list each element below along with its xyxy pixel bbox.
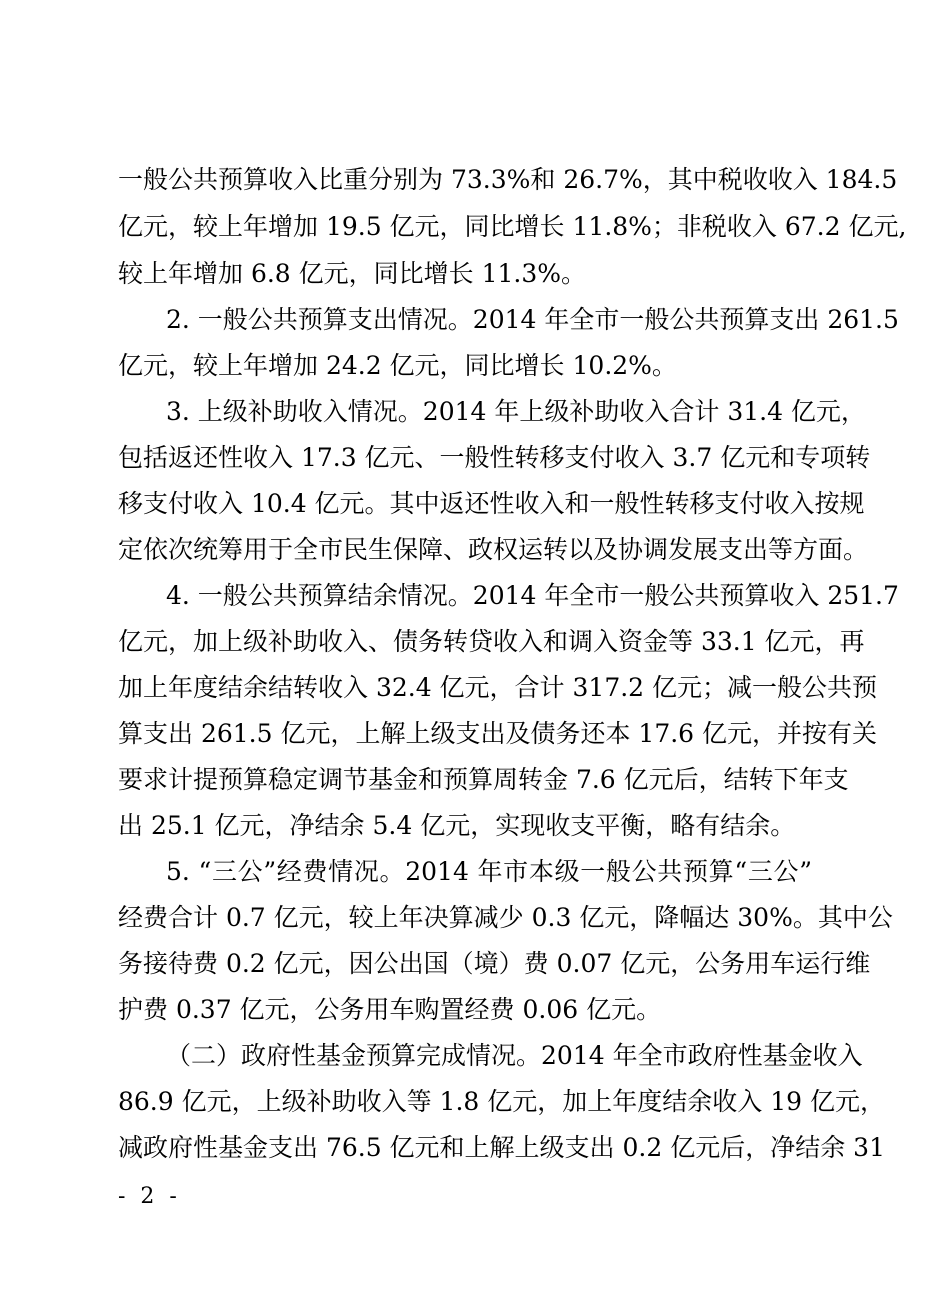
- text-line: 务接待费 0.2 亿元，因公出国（境）费 0.07 亿元，公务用车运行维: [118, 949, 871, 978]
- text-line: （二）政府性基金预算完成情况。2014 年全市政府性基金收入: [166, 1041, 863, 1070]
- text-line: 加上年度结余结转收入 32.4 亿元，合计 317.2 亿元；减一般公共预: [118, 673, 878, 702]
- page-number: - 2 -: [118, 1184, 181, 1209]
- text-line: 移支付收入 10.4 亿元。其中返还性收入和一般性转移支付收入按规: [118, 489, 865, 518]
- text-line: 护费 0.37 亿元，公务用车购置经费 0.06 亿元。: [118, 995, 662, 1024]
- text-line: 5. “三公”经费情况。2014 年市本级一般公共预算“三公”: [166, 857, 812, 886]
- text-line: 2. 一般公共预算支出情况。2014 年全市一般公共预算支出 261.5: [166, 305, 899, 334]
- text-line: 3. 上级补助收入情况。2014 年上级补助收入合计 31.4 亿元，: [166, 397, 866, 426]
- text-line: 经费合计 0.7 亿元，较上年决算减少 0.3 亿元，降幅达 30%。其中公: [118, 903, 893, 932]
- text-line: 包括返还性收入 17.3 亿元、一般性转移支付收入 3.7 亿元和专项转: [118, 443, 871, 472]
- text-line: 算支出 261.5 亿元，上解上级支出及债务还本 17.6 亿元，并按有关: [118, 719, 878, 748]
- text-line: 出 25.1 亿元，净结余 5.4 亿元，实现收支平衡，略有结余。: [118, 811, 796, 840]
- text-line: 较上年增加 6.8 亿元，同比增长 11.3%。: [118, 259, 587, 288]
- text-line: 86.9 亿元，上级补助收入等 1.8 亿元，加上年度结余收入 19 亿元，: [118, 1087, 885, 1116]
- text-line: 4. 一般公共预算结余情况。2014 年全市一般公共预算收入 251.7: [166, 581, 899, 610]
- text-line: 减政府性基金支出 76.5 亿元和上解上级支出 0.2 亿元后，净结余 31: [118, 1133, 885, 1162]
- text-line: 一般公共预算收入比重分别为 73.3%和 26.7%，其中税收收入 184.5: [118, 165, 898, 194]
- text-line: 亿元，较上年增加 19.5 亿元，同比增长 11.8%；非税收入 67.2 亿元,: [118, 212, 907, 241]
- text-line: 亿元，加上级补助收入、债务转贷收入和调入资金等 33.1 亿元，再: [118, 627, 865, 656]
- text-line: 要求计提预算稳定调节基金和预算周转金 7.6 亿元后，结转下年支: [118, 765, 849, 794]
- text-line: 定依次统筹用于全市民生保障、政权运转以及协调发展支出等方面。: [118, 535, 869, 564]
- text-line: 亿元，较上年增加 24.2 亿元，同比增长 10.2%。: [118, 351, 677, 380]
